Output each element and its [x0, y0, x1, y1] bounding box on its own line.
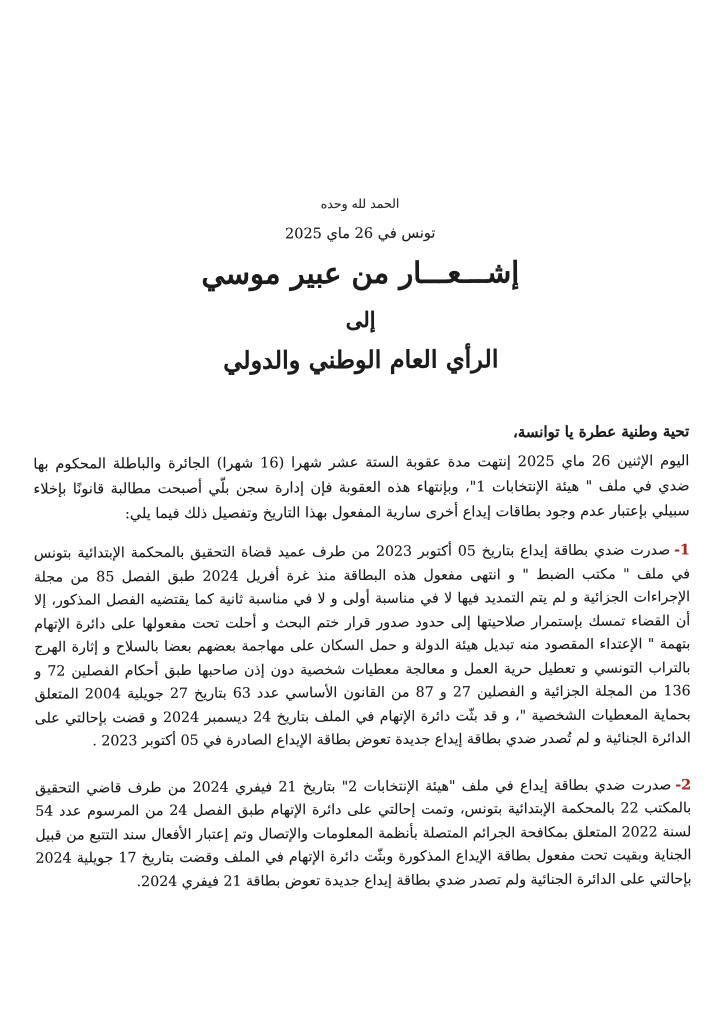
item-1-text: صدرت ضدي بطاقة إيداع بتاريخ 05 أكتوبر 2023 من طرف عميد قضاة التحقيق بالمحكمة الإبتدائية بتونس في ملف " مكتب الضبط " و انتهى مفعول هذه البطاقة منذ غرة أفريل 2024 طبق الفصل 85 من مجلة الإجراءات الجزائية و لم يتم التمديد فيها لا في مناسبة أولى و لا في مناسبة ثانية كما يقتضيه الفصل المذكور، إلا أن القضاء تمسك بإستمرار صلاحيتها إلى حدود صدور قرار ختم البحث و أحلت تحت مفعولها على دائرة الإتهام بتهمة " الإعتداء المقصود منه تبديل هيئة الدولة و حمل السكان على مهاجمة بعضهم بعضا بالسلاح و إثارة الهرج بالتراب التونسي و تعطيل حرية العمل و معالجة معطيات شخصية دون إذن صاحبها طبق أحكام الفصلين 72 و 136 من المجلة الجزائية و الفصلين 27 و 87 من القانون الأساسي عدد 63 بتاريخ 27 جويلية 2004 المتعلق بحماية المعطيات الشخصية "، و قد بثّت دائرة الإتهام في الملف بتاريخ 24 ديسمبر 2024 و قضت بإحالتي على الدائرة الجنائية و لم تُصدر ضدي بطاقة إيداع جديدة تعوض بطاقة الإيداع الصادرة في 05 أكتوبر 2023 .: [33, 542, 691, 750]
numbered-item-1: [34, 539, 691, 754]
document-title: إشـــعـــار من عبير موسي: [201, 255, 520, 291]
addressee-line: الرأي العام الوطني والدولي: [223, 344, 499, 375]
intro-paragraph: اليوم الإثنين 26 ماي 2025 إنتهت مدة عقوبة الستة عشر شهرا (16 شهرا) الجائرة والباطلة المحكوم بها ضدي في ملف " هيئة الإنتخابات 1"، وبإنتهاء هذه العقوبة فإن إدارة سجن بلّي أصبحت مطالبة قانونًا بإخلاء سبيلي بإعتبار عدم وجود بطاقات إيداع أخرى سارية المفعول بهذا التاريخ وتفصيل ذلك فيما يلي:: [33, 453, 690, 523]
dateline: تونس في 26 ماي 2025: [284, 225, 436, 243]
addressee-to-word: إلى: [345, 306, 376, 333]
item-2-text: صدرت ضدي بطاقة إيداع في ملف "هيئة الإنتخابات 2" بتاريخ 21 فيفري 2024 من طرف قاضي التحقيق بالمكتب 22 بالمحكمة الإبتدائية بتونس، وتمت إحالتي على دائرة الإتهام طبق الفصل 24 من المرسوم عدد 54 لسنة 2022 المتعلق بمكافحة الجرائم المتصلة بأنظمة المعلومات والإتصال وتم إعتبار الأفعال سند التتبع من قبيل الجناية وبقيت تحت مفعول بطاقة الإيداع المذكورة وبثّت دائرة الإتهام في الملف وقضت بتاريخ 17 جويلية 2024 بإحالتي على الدائرة الجنائية ولم تصدر ضدي بطاقة إيداع جديدة تعوض بطاقة 21 فيفري 2024.: [35, 776, 692, 890]
item-2-number: 2-: [675, 776, 692, 793]
scanned-text-block: [32, 194, 692, 894]
tahmid-line: الحمد لله وحده: [320, 195, 400, 212]
numbered-item-2: [35, 774, 692, 895]
greeting-line: تحية وطنية عطرة يا توانسة،: [512, 422, 690, 442]
item-1-number: 1-: [674, 542, 690, 559]
